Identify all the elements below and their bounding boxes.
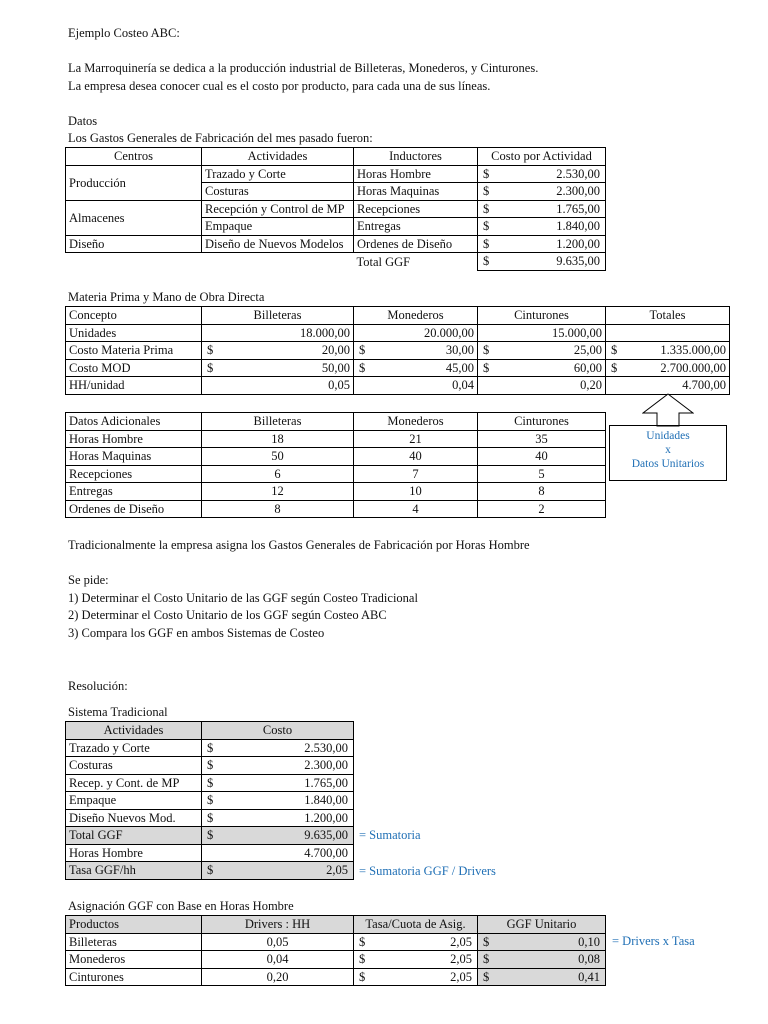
label-cell: Costuras [66, 757, 202, 775]
actividad-cell: Costuras [202, 183, 354, 201]
datos-heading: Datos [68, 114, 98, 128]
value-cell: 20.000,00 [354, 324, 478, 342]
concept-cell: Costo Materia Prima [66, 342, 202, 360]
value-cell: 6 [202, 465, 354, 483]
label-cell: Billeteras [66, 933, 202, 951]
concept-cell: Costo MOD [66, 359, 202, 377]
driver-cell: 0,05 [202, 933, 354, 951]
callout-line-3: Datos Unitarios [631, 458, 705, 470]
value-cell [606, 359, 730, 377]
se-pide-heading: Se pide: [68, 573, 109, 587]
driver-cell: 0,04 [202, 951, 354, 969]
header-cell: Centros [66, 148, 202, 166]
centro-cell: Producción [66, 165, 202, 200]
intro-line-2: La empresa desea conocer cual es el costo por producto, para cada una de sus líneas. [68, 79, 491, 93]
amount-cell: 2.300,00 [508, 183, 606, 201]
table-row [66, 968, 606, 986]
label-cell: Horas Hombre [66, 430, 202, 448]
currency-cell: $ [478, 218, 508, 236]
amount: 60,00 [573, 360, 602, 375]
driver-cell: 0,20 [202, 968, 354, 986]
mp-header-row [66, 307, 730, 325]
concept-cell: Unidades [66, 324, 202, 342]
actividad-cell: Empaque [202, 218, 354, 236]
header-cell: Tasa/Cuota de Asig. [354, 916, 478, 934]
ggf-cell: 0,10 [508, 933, 606, 951]
value-cell: 8 [478, 483, 606, 501]
inductor-cell: Ordenes de Diseño [354, 235, 478, 253]
drivers-tasa-note: = Drivers x Tasa [612, 934, 695, 948]
actividad-cell: Recepción y Control de MP [202, 200, 354, 218]
question-3: 3) Compara los GGF en ambos Sistemas de Costeo [68, 626, 325, 640]
label-cell: Recep. y Cont. de MP [66, 774, 202, 792]
label-cell: Entregas [66, 483, 202, 501]
value-cell: 4 [354, 500, 478, 518]
header-cell: Billeteras [202, 307, 354, 325]
total-amount: 9.635,00 [508, 253, 606, 271]
currency-cell: $ [478, 235, 508, 253]
table-row [66, 774, 354, 792]
asignacion-caption: Asignación GGF con Base en Horas Hombre [68, 899, 294, 913]
label-cell: Cinturones [66, 968, 202, 986]
table-row [66, 739, 354, 757]
amount-cell: 1.765,00 [508, 200, 606, 218]
value-cell [202, 342, 354, 360]
tasa-cell: 2,05 [384, 968, 478, 986]
table-row [66, 324, 730, 342]
intro-line-1: La Marroquinería se dedica a la producción industrial de Billeteras, Monederos, y Cinturones. [68, 61, 539, 75]
trad-horas-row [66, 844, 354, 862]
label-cell: Empaque [66, 792, 202, 810]
table-row [66, 465, 606, 483]
currency-cell: $ [478, 968, 508, 986]
header-cell: Costo por Actividad [478, 148, 606, 166]
amount-cell: 1.200,00 [508, 235, 606, 253]
currency-cell: $ [478, 165, 508, 183]
amount: 2.700.000,00 [660, 360, 726, 375]
table-row [66, 430, 606, 448]
trad-total-row [66, 827, 354, 845]
empty-cell [66, 253, 202, 271]
currency-cell: $ [478, 951, 508, 969]
value-cell [478, 342, 606, 360]
currency-cell: $ [202, 739, 232, 757]
label-cell: Ordenes de Diseño [66, 500, 202, 518]
currency-sign: $ [207, 343, 214, 358]
currency-cell: $ [202, 827, 232, 845]
empty-cell [606, 324, 730, 342]
amount-cell: 2.530,00 [232, 739, 354, 757]
amount-cell: 2.530,00 [508, 165, 606, 183]
sistema-heading: Sistema Tradicional [68, 705, 168, 719]
table-row [66, 500, 606, 518]
value-cell: 21 [354, 430, 478, 448]
value-cell: 8 [202, 500, 354, 518]
label-cell: Horas Hombre [66, 844, 202, 862]
table-row [66, 165, 606, 183]
currency-cell: $ [202, 774, 232, 792]
value-cell [478, 359, 606, 377]
question-2: 2) Determinar el Costo Unitario de los GGF según Costeo ABC [68, 608, 387, 622]
header-cell: Monederos [354, 413, 478, 431]
value-cell: 4.700,00 [606, 377, 730, 395]
label-cell: Trazado y Corte [66, 739, 202, 757]
table-row [66, 483, 606, 501]
amount-cell: 4.700,00 [202, 844, 354, 862]
value-cell [202, 359, 354, 377]
value-cell [606, 342, 730, 360]
amount-cell: 1.765,00 [232, 774, 354, 792]
amount-cell: 9.635,00 [232, 827, 354, 845]
amount-cell: 1.840,00 [508, 218, 606, 236]
value-cell: 0,05 [202, 377, 354, 395]
header-cell: Cinturones [478, 307, 606, 325]
callout-line-1: Unidades [646, 430, 690, 442]
tasa-cell: 2,05 [384, 933, 478, 951]
currency-cell: $ [202, 862, 232, 880]
table-row [66, 933, 606, 951]
value-cell: 40 [478, 448, 606, 466]
amount: 20,00 [321, 343, 350, 358]
adicionales-header-row [66, 413, 606, 431]
label-cell: Diseño Nuevos Mod. [66, 809, 202, 827]
actividad-cell: Trazado y Corte [202, 165, 354, 183]
trad-header-row [66, 722, 354, 740]
document-title: Ejemplo Costeo ABC: [68, 26, 180, 40]
value-cell: 40 [354, 448, 478, 466]
value-cell: 18.000,00 [202, 324, 354, 342]
value-cell: 0,04 [354, 377, 478, 395]
asig-header-row [66, 916, 606, 934]
asignacion-table [65, 915, 606, 986]
label-cell: Horas Maquinas [66, 448, 202, 466]
table-row [66, 377, 730, 395]
table-row [66, 809, 354, 827]
mp-caption: Materia Prima y Mano de Obra Directa [68, 290, 265, 304]
table-row [66, 757, 354, 775]
amount-cell: 2.300,00 [232, 757, 354, 775]
inductor-cell: Horas Hombre [354, 165, 478, 183]
header-cell: Concepto [66, 307, 202, 325]
amount-cell: 2,05 [232, 862, 354, 880]
currency-sign: $ [611, 360, 618, 375]
amount: 30,00 [445, 343, 474, 358]
datos-adicionales-table [65, 412, 606, 518]
header-cell: Inductores [354, 148, 478, 166]
header-cell: Datos Adicionales [66, 413, 202, 431]
header-cell: Actividades [202, 148, 354, 166]
value-cell: 18 [202, 430, 354, 448]
value-cell: 12 [202, 483, 354, 501]
value-cell: 7 [354, 465, 478, 483]
ggf-header-row [66, 148, 606, 166]
header-cell: GGF Unitario [478, 916, 606, 934]
table-row [66, 359, 730, 377]
label-cell: Monederos [66, 951, 202, 969]
centro-cell: Diseño [66, 235, 202, 253]
currency-cell: $ [202, 809, 232, 827]
amount: 25,00 [573, 343, 602, 358]
question-1: 1) Determinar el Costo Unitario de las GGF según Costeo Tradicional [68, 591, 418, 605]
value-cell: 0,20 [478, 377, 606, 395]
currency-cell: $ [354, 933, 384, 951]
label-cell: Total GGF [66, 827, 202, 845]
currency-cell: $ [478, 933, 508, 951]
trad-tasa-row [66, 862, 354, 880]
amount: 1.335.000,00 [660, 343, 726, 358]
label-cell: Tasa GGF/hh [66, 862, 202, 880]
currency-sign: $ [611, 343, 618, 358]
currency-sign: $ [359, 360, 366, 375]
currency-sign: $ [483, 343, 490, 358]
currency-cell: $ [354, 968, 384, 986]
currency-cell: $ [478, 183, 508, 201]
value-cell: 35 [478, 430, 606, 448]
label-cell: Recepciones [66, 465, 202, 483]
sumatoria-note: = Sumatoria [359, 828, 421, 842]
ggf-table [65, 147, 606, 271]
currency-cell: $ [478, 200, 508, 218]
table-row [66, 235, 606, 253]
value-cell: 15.000,00 [478, 324, 606, 342]
amount: 45,00 [445, 360, 474, 375]
resolucion-heading: Resolución: [68, 679, 128, 693]
empty-cell [202, 253, 354, 271]
currency-cell: $ [478, 253, 508, 271]
callout-box [609, 425, 727, 481]
concept-cell: HH/unidad [66, 377, 202, 395]
value-cell: 5 [478, 465, 606, 483]
header-cell: Billeteras [202, 413, 354, 431]
mp-table [65, 306, 730, 395]
header-cell: Productos [66, 916, 202, 934]
header-cell: Cinturones [478, 413, 606, 431]
table-row [66, 448, 606, 466]
total-label: Total GGF [356, 254, 411, 269]
table-row [66, 200, 606, 218]
ggf-total-row [66, 253, 606, 271]
table-row [66, 951, 606, 969]
table-row [66, 342, 730, 360]
currency-cell: $ [202, 792, 232, 810]
header-cell: Costo [202, 722, 354, 740]
value-cell [354, 342, 478, 360]
ggf-cell: 0,41 [508, 968, 606, 986]
header-cell: Actividades [66, 722, 202, 740]
ggf-caption: Los Gastos Generales de Fabricación del mes pasado fueron: [68, 131, 373, 145]
tasa-cell: 2,05 [384, 951, 478, 969]
inductor-cell: Entregas [354, 218, 478, 236]
currency-cell: $ [202, 757, 232, 775]
value-cell: 2 [478, 500, 606, 518]
value-cell: 10 [354, 483, 478, 501]
tradicional-text: Tradicionalmente la empresa asigna los Gastos Generales de Fabricación por Horas Hombre [68, 538, 530, 552]
header-cell: Totales [606, 307, 730, 325]
ggf-cell: 0,08 [508, 951, 606, 969]
header-cell: Monederos [354, 307, 478, 325]
currency-sign: $ [207, 360, 214, 375]
sistema-tradicional-table [65, 721, 354, 880]
amount-cell: 1.840,00 [232, 792, 354, 810]
actividad-cell: Diseño de Nuevos Modelos [202, 235, 354, 253]
amount: 50,00 [321, 360, 350, 375]
callout-line-2: x [665, 444, 671, 456]
currency-sign: $ [359, 343, 366, 358]
amount-cell: 1.200,00 [232, 809, 354, 827]
inductor-cell: Recepciones [354, 200, 478, 218]
tasa-note: = Sumatoria GGF / Drivers [359, 864, 496, 878]
currency-cell: $ [354, 951, 384, 969]
header-cell: Drivers : HH [202, 916, 354, 934]
value-cell: 50 [202, 448, 354, 466]
currency-sign: $ [483, 360, 490, 375]
value-cell [354, 359, 478, 377]
inductor-cell: Horas Maquinas [354, 183, 478, 201]
centro-cell: Almacenes [66, 200, 202, 235]
up-arrow-icon [642, 393, 694, 427]
table-row [66, 792, 354, 810]
